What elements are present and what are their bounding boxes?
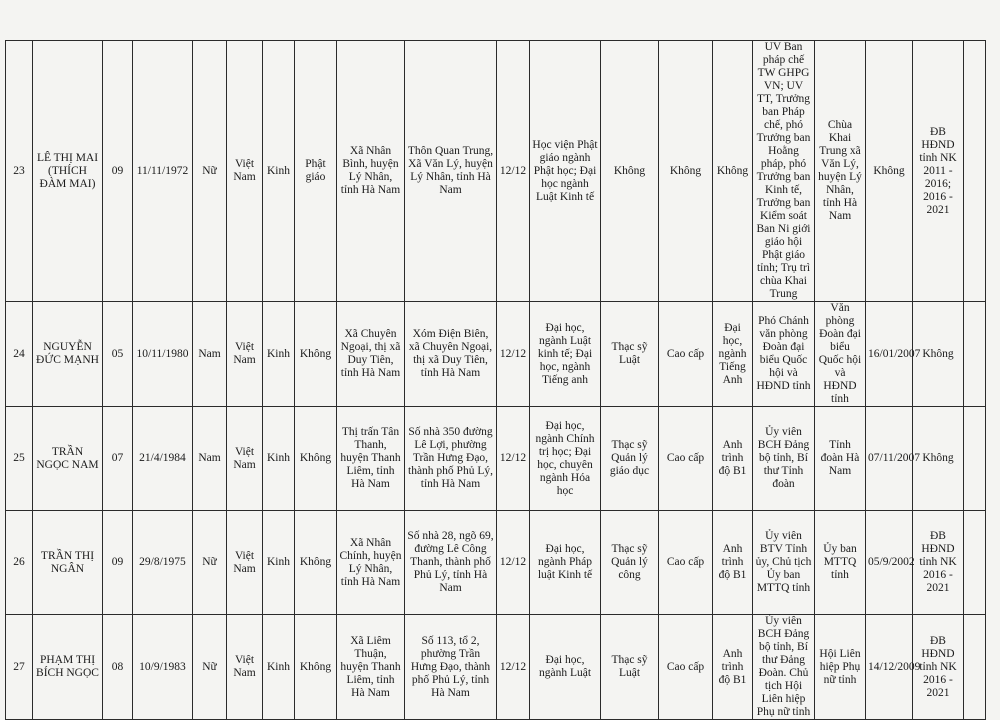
political-theory: Cao cấp bbox=[659, 302, 713, 407]
residence: Số nhà 28, ngõ 69, đường Lê Công Thanh, thành phố Phủ Lý, tỉnh Hà Nam bbox=[405, 511, 497, 615]
nationality: Việt Nam bbox=[227, 407, 263, 511]
foreign-language: Anh trình độ B1 bbox=[713, 407, 753, 511]
political-theory: Cao cấp bbox=[659, 407, 713, 511]
religion: Không bbox=[295, 511, 337, 615]
constituency-code: 08 bbox=[103, 615, 133, 720]
residence: Số nhà 350 đường Lê Lợi, phường Trần Hưng Đạo, thành phố Phủ Lý, tỉnh Hà Nam bbox=[405, 407, 497, 511]
constituency-code: 09 bbox=[103, 511, 133, 615]
hometown: Xã Nhân Chính, huyện Lý Nhân, tỉnh Hà Nam bbox=[337, 511, 405, 615]
hometown: Xã Nhân Bình, huyện Lý Nhân, tỉnh Hà Nam bbox=[337, 41, 405, 302]
gender: Nam bbox=[193, 302, 227, 407]
constituency-code: 05 bbox=[103, 302, 133, 407]
religion: Không bbox=[295, 615, 337, 720]
candidate-name: LÊ THỊ MAI (THÍCH ĐÀM MAI) bbox=[33, 41, 103, 302]
religion: Phật giáo bbox=[295, 41, 337, 302]
general-education: 12/12 bbox=[497, 41, 530, 302]
hometown: Xã Liêm Thuận, huyện Thanh Liêm, tỉnh Hà Nam bbox=[337, 615, 405, 720]
row-number: 24 bbox=[6, 302, 33, 407]
date-of-birth: 10/9/1983 bbox=[133, 615, 193, 720]
position: Ủy viên BTV Tỉnh ủy, Chủ tịch Ủy ban MTTQ tỉnh bbox=[753, 511, 815, 615]
position: Ủy viên BCH Đảng bộ tỉnh, Bí thư Đảng Đoàn. Chủ tịch Hội Liên hiệp Phụ nữ tỉnh bbox=[753, 615, 815, 720]
political-theory: Cao cấp bbox=[659, 615, 713, 720]
ethnicity: Kinh bbox=[263, 302, 295, 407]
specialized-education: Học viện Phật giáo ngành Phật học; Đại học ngành Luật Kinh tế bbox=[530, 41, 601, 302]
party-join-date: 07/11/2007 bbox=[866, 407, 913, 511]
general-education: 12/12 bbox=[497, 302, 530, 407]
specialized-education: Đại học, ngành Pháp luật Kinh tế bbox=[530, 511, 601, 615]
table-row bbox=[6, 407, 986, 511]
general-education: 12/12 bbox=[497, 407, 530, 511]
date-of-birth: 10/11/1980 bbox=[133, 302, 193, 407]
party-join-date: Không bbox=[866, 41, 913, 302]
nationality: Việt Nam bbox=[227, 41, 263, 302]
general-education: 12/12 bbox=[497, 511, 530, 615]
workplace: Tỉnh đoàn Hà Nam bbox=[815, 407, 866, 511]
constituency-code: 09 bbox=[103, 41, 133, 302]
nationality: Việt Nam bbox=[227, 302, 263, 407]
table-row bbox=[6, 615, 986, 720]
row-number: 23 bbox=[6, 41, 33, 302]
candidate-name: TRẦN NGỌC NAM bbox=[33, 407, 103, 511]
foreign-language: Anh trình độ B1 bbox=[713, 511, 753, 615]
residence: Số 113, tổ 2, phường Trần Hưng Đạo, thành phố Phủ Lý, tỉnh Hà Nam bbox=[405, 615, 497, 720]
extra-cell bbox=[964, 41, 986, 302]
delegate-history: Không bbox=[913, 407, 964, 511]
gender: Nữ bbox=[193, 615, 227, 720]
hometown: Xã Chuyên Ngoại, thị xã Duy Tiên, tỉnh Hà Nam bbox=[337, 302, 405, 407]
gender: Nữ bbox=[193, 41, 227, 302]
position: Ủy viên BCH Đảng bộ tỉnh, Bí thư Tỉnh đoàn bbox=[753, 407, 815, 511]
extra-cell bbox=[964, 615, 986, 720]
candidate-table bbox=[5, 40, 986, 720]
date-of-birth: 21/4/1984 bbox=[133, 407, 193, 511]
candidate-name: TRẦN THỊ NGÂN bbox=[33, 511, 103, 615]
date-of-birth: 11/11/1972 bbox=[133, 41, 193, 302]
foreign-language: Anh trình độ B1 bbox=[713, 615, 753, 720]
party-join-date: 05/9/2002 bbox=[866, 511, 913, 615]
gender: Nữ bbox=[193, 511, 227, 615]
residence: Thôn Quan Trung, Xã Văn Lý, huyện Lý Nhân, tỉnh Hà Nam bbox=[405, 41, 497, 302]
row-number: 27 bbox=[6, 615, 33, 720]
workplace: Hội Liên hiệp Phụ nữ tỉnh bbox=[815, 615, 866, 720]
party-join-date: 14/12/2009 bbox=[866, 615, 913, 720]
workplace: Văn phòng Đoàn đại biểu Quốc hội và HĐND tỉnh bbox=[815, 302, 866, 407]
extra-cell bbox=[964, 511, 986, 615]
delegate-history: ĐB HĐND tỉnh NK 2011 - 2016; 2016 - 2021 bbox=[913, 41, 964, 302]
ethnicity: Kinh bbox=[263, 615, 295, 720]
table-row bbox=[6, 511, 986, 615]
hometown: Thị trấn Tân Thanh, huyện Thanh Liêm, tỉnh Hà Nam bbox=[337, 407, 405, 511]
date-of-birth: 29/8/1975 bbox=[133, 511, 193, 615]
residence: Xóm Điện Biên, xã Chuyên Ngoại, thị xã Duy Tiên, tỉnh Hà Nam bbox=[405, 302, 497, 407]
academic-degree: Không bbox=[601, 41, 659, 302]
candidate-name: PHẠM THỊ BÍCH NGỌC bbox=[33, 615, 103, 720]
nationality: Việt Nam bbox=[227, 615, 263, 720]
constituency-code: 07 bbox=[103, 407, 133, 511]
specialized-education: Đại học, ngành Chính trị học; Đại học, chuyên ngành Hóa học bbox=[530, 407, 601, 511]
extra-cell bbox=[964, 407, 986, 511]
table-row bbox=[6, 302, 986, 407]
extra-cell bbox=[964, 302, 986, 407]
religion: Không bbox=[295, 302, 337, 407]
delegate-history: ĐB HĐND tỉnh NK 2016 - 2021 bbox=[913, 511, 964, 615]
foreign-language: Đại học, ngành Tiếng Anh bbox=[713, 302, 753, 407]
position: Phó Chánh văn phòng Đoàn đại biểu Quốc hội và HĐND tỉnh bbox=[753, 302, 815, 407]
academic-degree: Thạc sỹ Quản lý công bbox=[601, 511, 659, 615]
party-join-date: 16/01/2007 bbox=[866, 302, 913, 407]
table-row bbox=[6, 41, 986, 302]
gender: Nam bbox=[193, 407, 227, 511]
position: UV Ban pháp chế TW GHPG VN; UV TT, Trưởng ban Pháp chế, phó Trưởng ban Hoằng pháp, phó Trưởng ban Kinh tế, Trưởng ban Kiểm soát Ban Ni giới giáo hội Phật giáo tỉnh; Trụ trì chùa Khai Trung bbox=[753, 41, 815, 302]
ethnicity: Kinh bbox=[263, 407, 295, 511]
row-number: 26 bbox=[6, 511, 33, 615]
workplace: Chùa Khai Trung xã Văn Lý, huyện Lý Nhân, tỉnh Hà Nam bbox=[815, 41, 866, 302]
general-education: 12/12 bbox=[497, 615, 530, 720]
academic-degree: Thạc sỹ Quản lý giáo dục bbox=[601, 407, 659, 511]
specialized-education: Đại học, ngành Luật bbox=[530, 615, 601, 720]
academic-degree: Thạc sỹ Luật bbox=[601, 302, 659, 407]
delegate-history: Không bbox=[913, 302, 964, 407]
ethnicity: Kinh bbox=[263, 41, 295, 302]
row-number: 25 bbox=[6, 407, 33, 511]
nationality: Việt Nam bbox=[227, 511, 263, 615]
religion: Không bbox=[295, 407, 337, 511]
foreign-language: Không bbox=[713, 41, 753, 302]
workplace: Ủy ban MTTQ tỉnh bbox=[815, 511, 866, 615]
delegate-history: ĐB HĐND tỉnh NK 2016 - 2021 bbox=[913, 615, 964, 720]
ethnicity: Kinh bbox=[263, 511, 295, 615]
academic-degree: Thạc sỹ Luật bbox=[601, 615, 659, 720]
candidate-name: NGUYỄN ĐỨC MẠNH bbox=[33, 302, 103, 407]
specialized-education: Đại học, ngành Luật kinh tế; Đại học, ngành Tiếng anh bbox=[530, 302, 601, 407]
political-theory: Cao cấp bbox=[659, 511, 713, 615]
political-theory: Không bbox=[659, 41, 713, 302]
